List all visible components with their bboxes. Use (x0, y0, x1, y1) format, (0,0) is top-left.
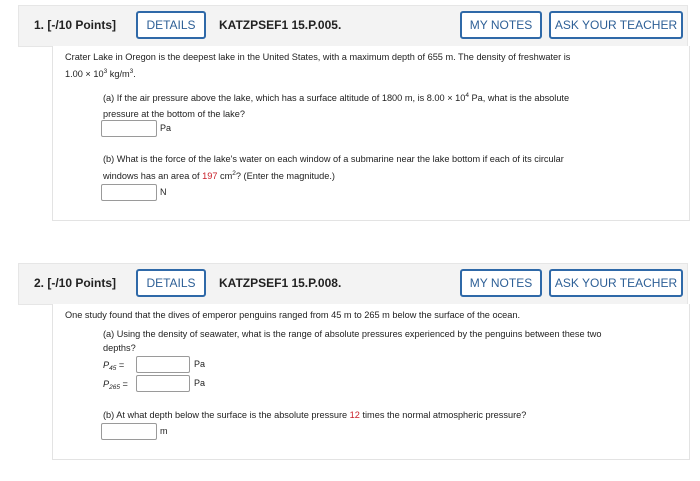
q1-part-b-line-2: windows has an area of 197 $cm^2$? (Enter the magnitude.) (103, 170, 335, 181)
q1-part-a-line-1: (a) If the air pressure above the lake, which has a surface altitude of 1800 m, is $8.00 \times 10^4$ Pa, what is the absolute (103, 92, 570, 103)
question-1-number: 1. [-/10 Points] (34, 18, 117, 32)
question-1-header (18, 5, 688, 47)
q2-p45-answer-input[interactable] (136, 356, 190, 373)
q2-p265-unit: Pa (194, 378, 206, 388)
q2-part-b-question: (b) At what depth below the surface is the absolute pressure 12 times the normal atmospheric pressure? (103, 410, 527, 420)
q2-p45-unit: Pa (194, 359, 206, 369)
q2-my-notes-button[interactable]: MY NOTES (460, 269, 542, 297)
q1-part-b-line-1: (b) What is the force of the lake's water on each window of a submarine near the lake bottom if each of its circular (103, 154, 564, 164)
q2-p265-answer-input[interactable] (136, 375, 190, 392)
q1-density: $1.00 \times 10^3$ $kg/m^3$. (65, 68, 136, 79)
q1-details-button[interactable]: DETAILS (136, 11, 206, 39)
q2-problem-code: KATZPSEF1 15.P.008. (219, 276, 342, 290)
q2-details-button[interactable]: DETAILS (136, 269, 206, 297)
q2-part-a-line-2: depths? (103, 343, 136, 353)
q1-part-b-unit: N (160, 187, 167, 197)
question-2-header (18, 263, 688, 305)
question-2-number: 2. [-/10 Points] (34, 276, 117, 290)
q2-ask-your-teacher-button[interactable]: ASK YOUR TEACHER (549, 269, 683, 297)
q1-part-a-line-2: pressure at the bottom of the lake? (103, 109, 245, 119)
q2-part-a-line-1: (a) Using the density of seawater, what is the range of absolute pressures experienced by the penguins between these two (103, 329, 602, 339)
q2-intro: One study found that the dives of emperor penguins ranged from 45 m to 265 m below the surface of the ocean. (65, 310, 521, 320)
q1-part-a-unit: Pa (160, 123, 172, 133)
q2-part-b-unit: m (160, 426, 168, 436)
q1-ask-your-teacher-button[interactable]: ASK YOUR TEACHER (549, 11, 683, 39)
q1-my-notes-button[interactable]: MY NOTES (460, 11, 542, 39)
q2-part-b-answer-input[interactable] (101, 423, 157, 440)
q1-part-b-answer-input[interactable] (101, 184, 157, 201)
q1-part-a-answer-input[interactable] (101, 120, 157, 137)
q1-problem-code: KATZPSEF1 15.P.005. (219, 18, 342, 32)
q1-intro-line-1: Crater Lake in Oregon is the deepest lake in the United States, with a maximum depth of 655 m. The density of freshwater is (65, 52, 571, 62)
q2-p45-label: $P_{45}$ = (103, 360, 125, 372)
q2-p265-label: $P_{265}$ = (103, 379, 128, 391)
